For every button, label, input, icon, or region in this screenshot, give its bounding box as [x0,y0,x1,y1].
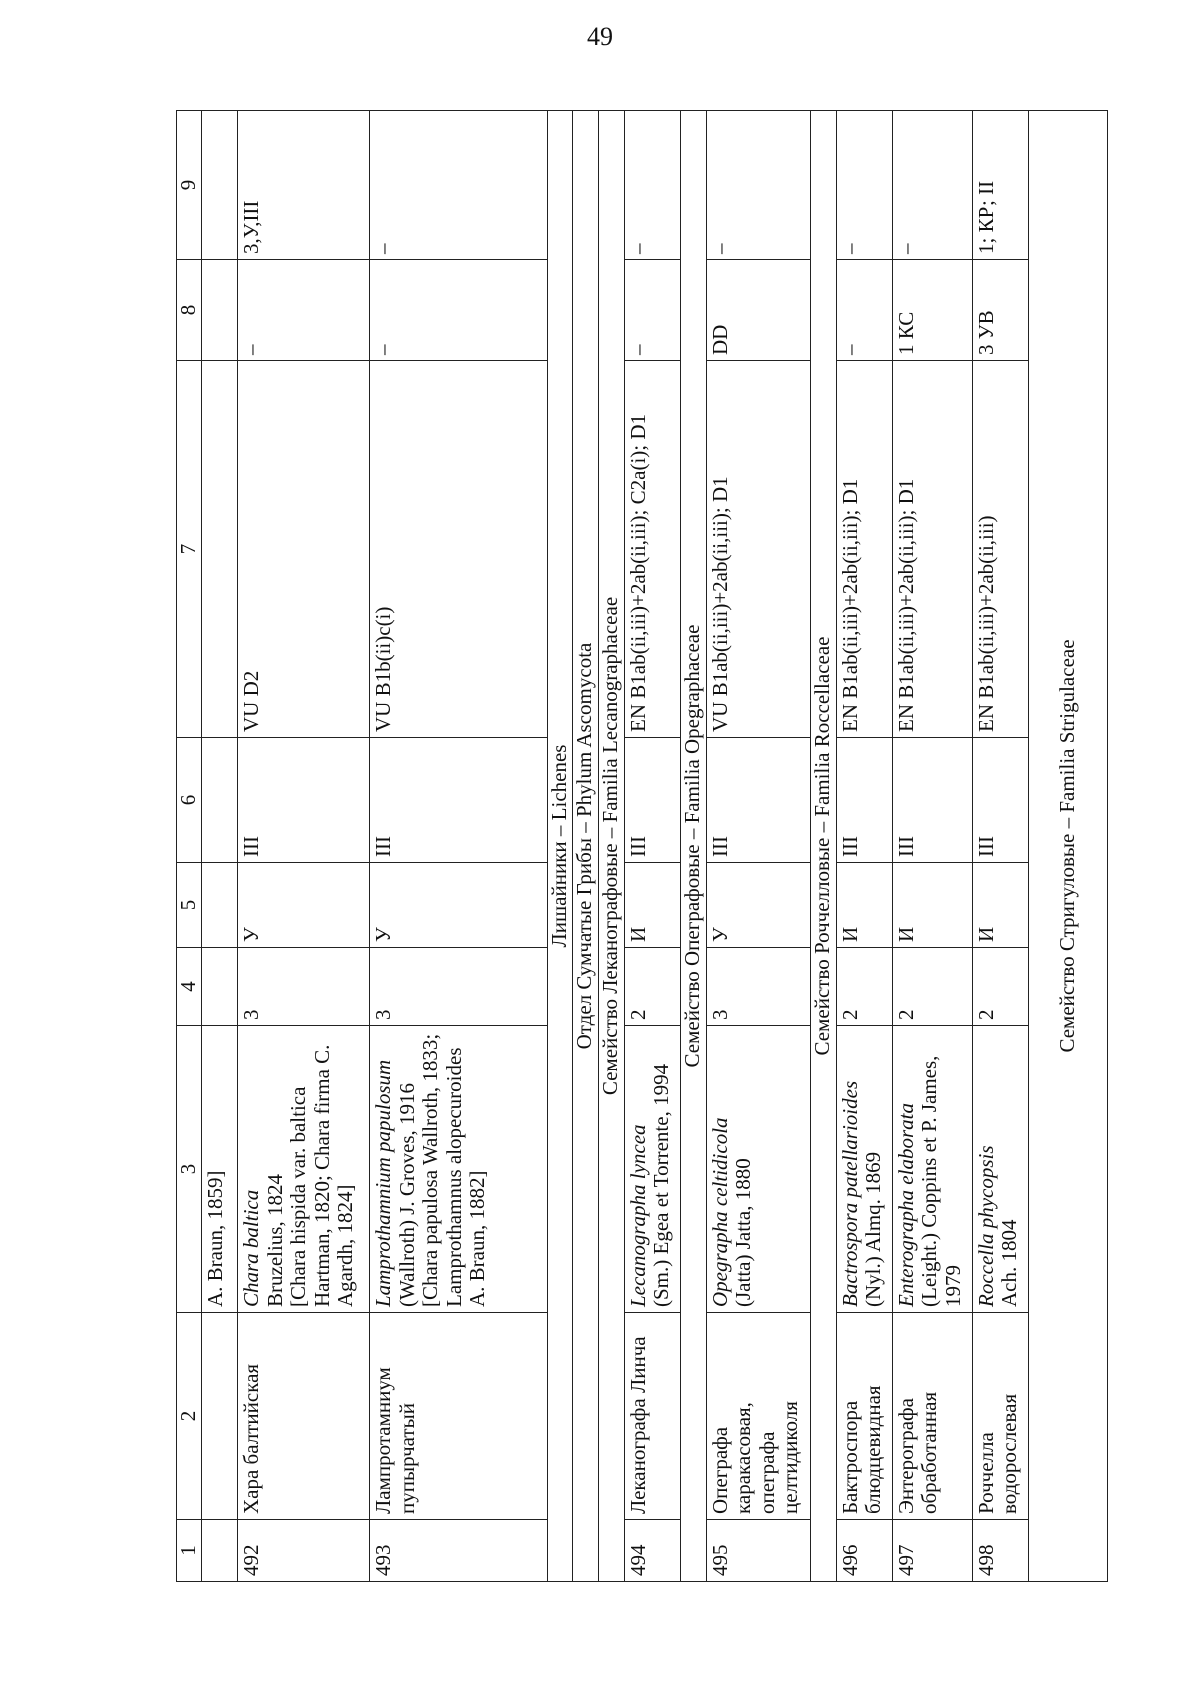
iucn-criteria-cell: EN B1ab(ii,iii)+2ab(ii,iii); C2a(i); D1 [624,361,680,738]
priority-cell: III [836,738,892,863]
russian-name: Хара балтийская [238,1313,370,1520]
status-cell: И [624,863,680,948]
section-heading: Семейство Роччелловые – Familia Roccellaceae [810,111,836,1582]
category-cell: 3 [706,948,810,1026]
russian-name: Роччелла водорослевая [972,1313,1028,1520]
author-citation: (Leight.) Coppins et P. James, 1979 [917,1055,965,1307]
row-number: 495 [706,1520,810,1582]
row-number: 493 [370,1520,548,1582]
latin-name: Roccella phycopsis [973,1145,998,1307]
russian-name: Энтерографа обработанная [892,1313,972,1520]
row-number: 494 [624,1520,680,1582]
table-row [624,111,680,1582]
priority-cell: III [238,738,370,863]
latin-name-cell [706,1026,810,1313]
table-row [892,111,972,1582]
latin-name-cell [972,1026,1028,1313]
row-number: 498 [972,1520,1028,1582]
column-8-cell: 3 УВ [972,260,1028,361]
column-9-cell: 1; КР; II [972,111,1028,260]
russian-name: Лампротамниум пупырчатый [370,1313,548,1520]
column-header: 5 [177,863,202,948]
column-9-cell: – [836,111,892,260]
row-number: 492 [238,1520,370,1582]
section-row [1028,111,1107,1582]
category-cell: 3 [238,948,370,1026]
category-cell: 3 [370,948,548,1026]
section-row [548,111,573,1582]
page-number: 49 [587,22,613,51]
iucn-criteria-cell: EN B1ab(ii,iii)+2ab(ii,iii); D1 [836,361,892,738]
synonyms: [Chara hispida var. baltica Hartman, 1820; Chara firma C. Agardh, 1824] [286,1044,358,1307]
section-row [680,111,706,1582]
column-8-cell: – [370,260,548,361]
priority-cell: III [706,738,810,863]
latin-name: Opegrapha celtidicola [707,1117,732,1307]
category-cell: 2 [972,948,1028,1026]
priority-cell: III [892,738,972,863]
status-cell: И [972,863,1028,948]
table-row [706,111,810,1582]
column-header: 2 [177,1313,202,1520]
column-header: 7 [177,361,202,738]
iucn-criteria-cell: VU D2 [238,361,370,738]
russian-name: Леканографа Линча [624,1313,680,1520]
column-header: 6 [177,738,202,863]
section-heading: Лишайники – Lichenes [548,111,573,1582]
author-citation: (Wallroth) J. Groves, 1916 [394,1082,419,1307]
column-header: 3 [177,1026,202,1313]
species-name-cell: A. Braun, 1859] [202,1026,238,1313]
latin-name: Enterographa elaborata [893,1103,918,1307]
section-row [598,111,624,1582]
column-8-cell: DD [706,260,810,361]
column-8-cell: – [238,260,370,361]
russian-name: Опеграфа каракасовая, опеграфа целтидиколя [706,1313,810,1520]
latin-name-cell [892,1026,972,1313]
latin-name-cell [238,1026,370,1313]
column-header: 9 [177,111,202,260]
column-8-cell: – [836,260,892,361]
latin-name: Bactrospora patellarioides [837,1080,862,1307]
iucn-criteria-cell: VU B1b(ii)c(i) [370,361,548,738]
red-book-table [176,111,1108,1582]
table-row [972,111,1028,1582]
section-row [572,111,598,1582]
russian-name: Бактроспора блюдцевидная [836,1313,892,1520]
species-table [176,110,1108,1582]
category-cell: 2 [624,948,680,1026]
iucn-criteria-cell: EN B1ab(ii,iii)+2ab(ii,iii) [972,361,1028,738]
category-cell: 2 [892,948,972,1026]
status-cell: У [706,863,810,948]
section-heading: Семейство Опеграфовые – Familia Opegraphaceae [680,111,706,1582]
author-citation: Ach. 1804 [997,1219,1022,1307]
latin-name: Lamprothamnium papulosum [371,1059,395,1307]
column-9-cell: – [706,111,810,260]
column-9-cell: – [370,111,548,260]
author-citation: (Nyl.) Almq. 1869 [861,1151,886,1307]
priority-cell: III [624,738,680,863]
section-heading: Семейство Леканографовые – Familia Lecanographaceae [598,111,624,1582]
row-number: 497 [892,1520,972,1582]
section-heading: Отдел Сумчатые Грибы – Phylum Ascomycota [572,111,598,1582]
column-8-cell: 1 КС [892,260,972,361]
column-9-cell: – [892,111,972,260]
continuation-row [202,111,238,1582]
author-citation: (Jatta) Jatta, 1880 [731,1158,756,1307]
status-cell: У [370,863,548,948]
author-citation: Bruzelius, 1824 [262,1174,287,1307]
latin-name-cell [624,1026,680,1313]
latin-name-cell [836,1026,892,1313]
section-heading: Семейство Стригуловые – Familia Strigulaceae [1028,111,1107,1582]
column-header: 1 [177,1520,202,1582]
table-row [238,111,370,1582]
row-number: 496 [836,1520,892,1582]
status-cell: И [836,863,892,948]
synonyms: [Chara papulosa Wallroth, 1833; Lamprothamnus alopecuroides A. Braun, 1882] [418,1033,490,1307]
column-header-row [177,111,202,1582]
status-cell: И [892,863,972,948]
table-row [370,111,548,1582]
column-9-cell: 3,У,III [238,111,370,260]
iucn-criteria-cell: VU B1ab(ii,iii)+2ab(ii,iii); D1 [706,361,810,738]
column-header: 4 [177,948,202,1026]
author-citation: (Sm.) Egea et Torrente, 1994 [649,1063,674,1307]
latin-name-cell [370,1026,548,1313]
status-cell: У [238,863,370,948]
iucn-criteria-cell: EN B1ab(ii,iii)+2ab(ii,iii); D1 [892,361,972,738]
category-cell: 2 [836,948,892,1026]
priority-cell: III [972,738,1028,863]
column-header: 8 [177,260,202,361]
section-row [810,111,836,1582]
latin-name: Chara baltica [239,1189,263,1307]
table-row [836,111,892,1582]
priority-cell: III [370,738,548,863]
column-8-cell: – [624,260,680,361]
column-9-cell: – [624,111,680,260]
latin-name: Lecanographa lyncea [625,1124,650,1307]
